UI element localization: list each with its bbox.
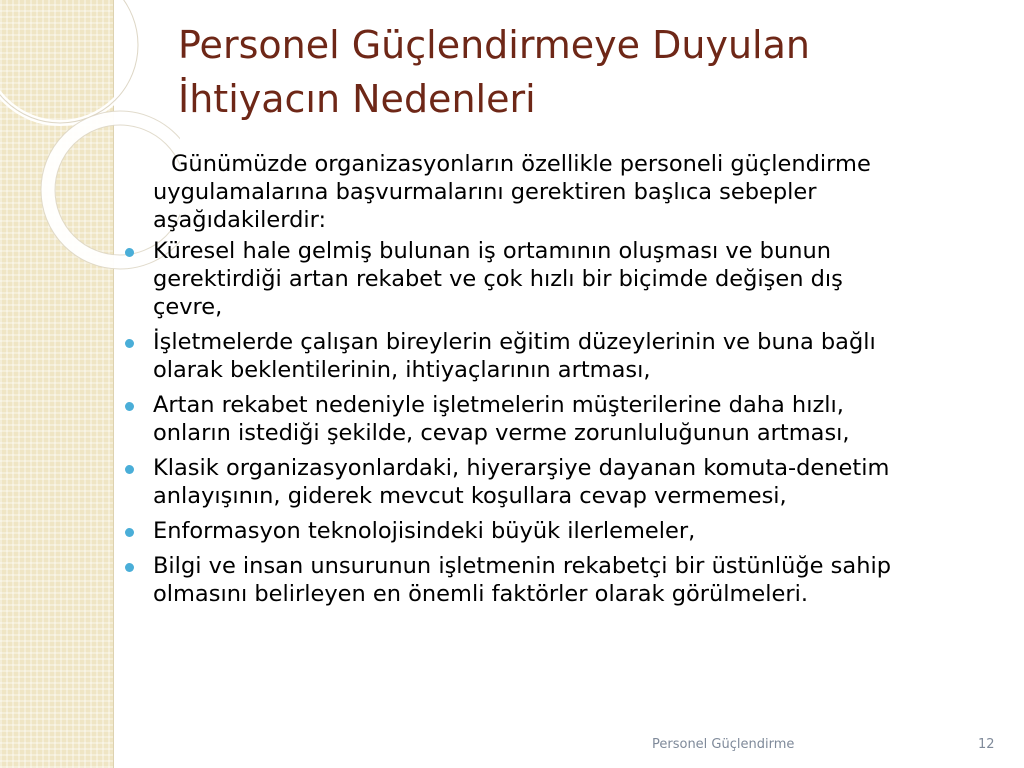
bullet-dot-icon — [125, 339, 134, 348]
bullet-dot-icon — [125, 563, 134, 572]
bullet-item — [122, 237, 982, 321]
bullet-list — [122, 237, 982, 608]
intro-line: aşağıdakilerdir: — [153, 207, 327, 233]
bullet-line: İşletmelerde çalışan bireylerin eğitim düzeylerinin ve buna bağlı — [153, 329, 876, 355]
page-number: 12 — [978, 737, 995, 752]
bullet-item — [122, 454, 982, 510]
bullet-line: Klasik organizasyonlardaki, hiyerarşiye dayanan komuta-denetim — [153, 455, 890, 481]
slide-title-line: İhtiyacın Nedenleri — [178, 77, 536, 121]
bullet-line: olmasını belirleyen en önemli faktörler olarak görülmeleri. — [153, 581, 809, 607]
intro-line: uygulamalarına başvurmalarını gerektiren başlıca sebepler — [153, 179, 817, 205]
slide-title-line: Personel Güçlendirmeye Duyulan — [178, 23, 810, 67]
bullet-item — [122, 328, 982, 384]
bullet-line: anlayışının, giderek mevcut koşullara cevap vermemesi, — [153, 483, 787, 509]
bullet-line: Bilgi ve insan unsurunun işletmenin rekabetçi bir üstünlüğe sahip — [153, 553, 891, 579]
bullet-line: Enformasyon teknolojisindeki büyük ilerlemeler, — [153, 518, 696, 544]
bullet-line: Artan rekabet nedeniyle işletmelerin müşterilerine daha hızlı, — [153, 392, 844, 418]
bullet-line: gerektirdiği artan rekabet ve çok hızlı bir biçimde değişen dış — [153, 266, 843, 292]
intro-paragraph — [122, 150, 982, 234]
slide-title — [178, 18, 978, 126]
bullet-line: Küresel hale gelmiş bulunan iş ortamının oluşması ve bunun — [153, 238, 831, 264]
intro-line: Günümüzde organizasyonların özellikle personeli güçlendirme — [171, 151, 871, 177]
bullet-line: onların istediği şekilde, cevap verme zorunluluğunun artması, — [153, 420, 850, 446]
bullet-dot-icon — [125, 465, 134, 474]
footer-label: Personel Güçlendirme — [652, 737, 795, 752]
slide-body — [122, 150, 982, 615]
bullet-dot-icon — [125, 402, 134, 411]
bullet-dot-icon — [125, 248, 134, 257]
decorative-ring-upper-outline — [0, 0, 138, 123]
bullet-line: olarak beklentilerinin, ihtiyaçlarının artması, — [153, 357, 651, 383]
decorative-ring-upper — [0, 0, 138, 123]
bullet-item — [122, 552, 982, 608]
bullet-dot-icon — [125, 528, 134, 537]
bullet-item — [122, 517, 982, 545]
bullet-item — [122, 391, 982, 447]
bullet-line: çevre, — [153, 294, 223, 320]
